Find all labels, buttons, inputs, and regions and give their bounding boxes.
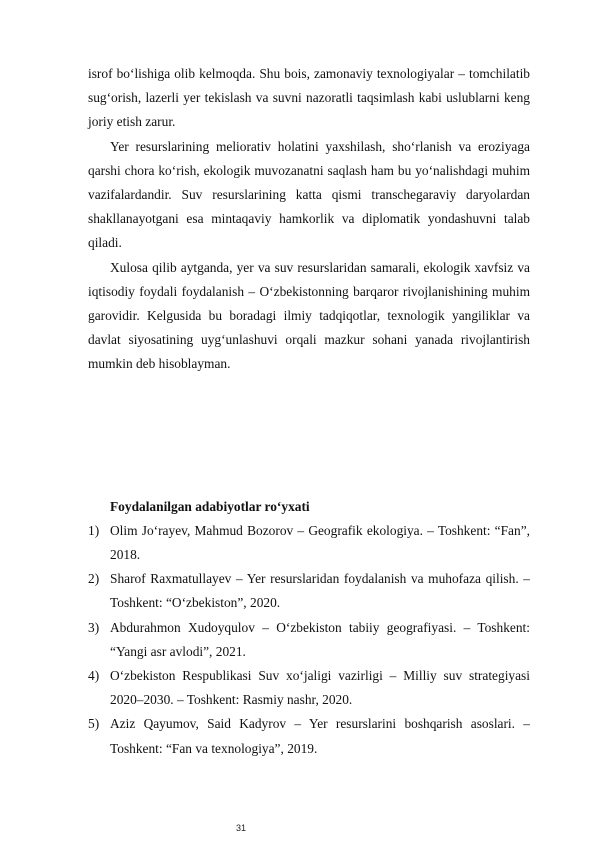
reference-item xyxy=(88,664,530,712)
references-list xyxy=(88,519,530,761)
page-number: 31 xyxy=(235,823,246,833)
reference-text: Aziz Qayumov, Said Kadyrov – Yer resurslarini boshqarish asoslari. – Toshkent: “Fan va texnologiya”, 2019. xyxy=(110,716,530,756)
reference-number: 5) xyxy=(88,716,100,732)
reference-text: Abdurahmon Xudoyqulov – O‘zbekiston tabiiy geografiyasi. – Toshkent: “Yangi asr avlodi”, 2021. xyxy=(110,619,530,659)
body-paragraph-continued: isrof bo‘lishiga olib kelmoqda. Shu bois, zamonaviy texnologiyalar – tomchilatib sug‘orish, lazerli yer tekislash va suvni nazoratli taqsimlash kabi uslublarni keng joriy etish zarur. xyxy=(88,66,530,130)
document-page xyxy=(88,62,530,761)
conclusion-paragraph: Xulosa qilib aytganda, yer va suv resurslaridan samarali, ekologik xavfsiz va iqtisodiy foydali foydalanish – O‘zbekistonning barqaror rivojlanishining muhim garovidir. Kelgusida bu boradagi ilmiy tadqiqotlar, texnologik yangiliklar va davlat siyosatining uyg‘unlashuvi orqali mazkur sohani yanada rivojlantirish mumkin deb hisoblayman. xyxy=(88,259,530,372)
reference-number: 1) xyxy=(88,522,100,538)
reference-text: Olim Jo‘rayev, Mahmud Bozorov – Geografik ekologiya. – Toshkent: “Fan”, 2018. xyxy=(110,522,530,563)
reference-item xyxy=(88,712,530,760)
reference-text: O‘zbekiston Respublikasi Suv xo‘jaligi vazirligi – Milliy suv strategiyasi 2020–2030. – Toshkent: Rasmiy nashr, 2020. xyxy=(110,668,530,708)
body-paragraph: Yer resurslarining meliorativ holatini yaxshilash, sho‘rlanish va eroziyaga qarshi chora ko‘rish, ekologik muvozanatni saqlash ham bu yo‘nalishdagi muhim vazifalardandir. Suv resurslarining katta qismi transchegaraviy daryolardan shakllanayotgani esa mintaqaviy hamkorlik va diplomatik yondashuvni talab qiladi. xyxy=(88,138,530,251)
reference-item xyxy=(88,567,530,615)
reference-number: 2) xyxy=(88,571,100,587)
reference-item xyxy=(88,519,530,567)
reference-item xyxy=(88,616,530,664)
section-spacer xyxy=(88,377,530,495)
reference-text: Sharof Raxmatullayev – Yer resurslaridan foydalanish va muhofaza qilish. – Toshkent: “O‘zbekiston”, 2020. xyxy=(110,571,530,611)
references-heading: Foydalanilgan adabiyotlar ro‘yxati xyxy=(110,498,310,514)
reference-number: 4) xyxy=(88,668,100,684)
reference-number: 3) xyxy=(88,619,100,635)
